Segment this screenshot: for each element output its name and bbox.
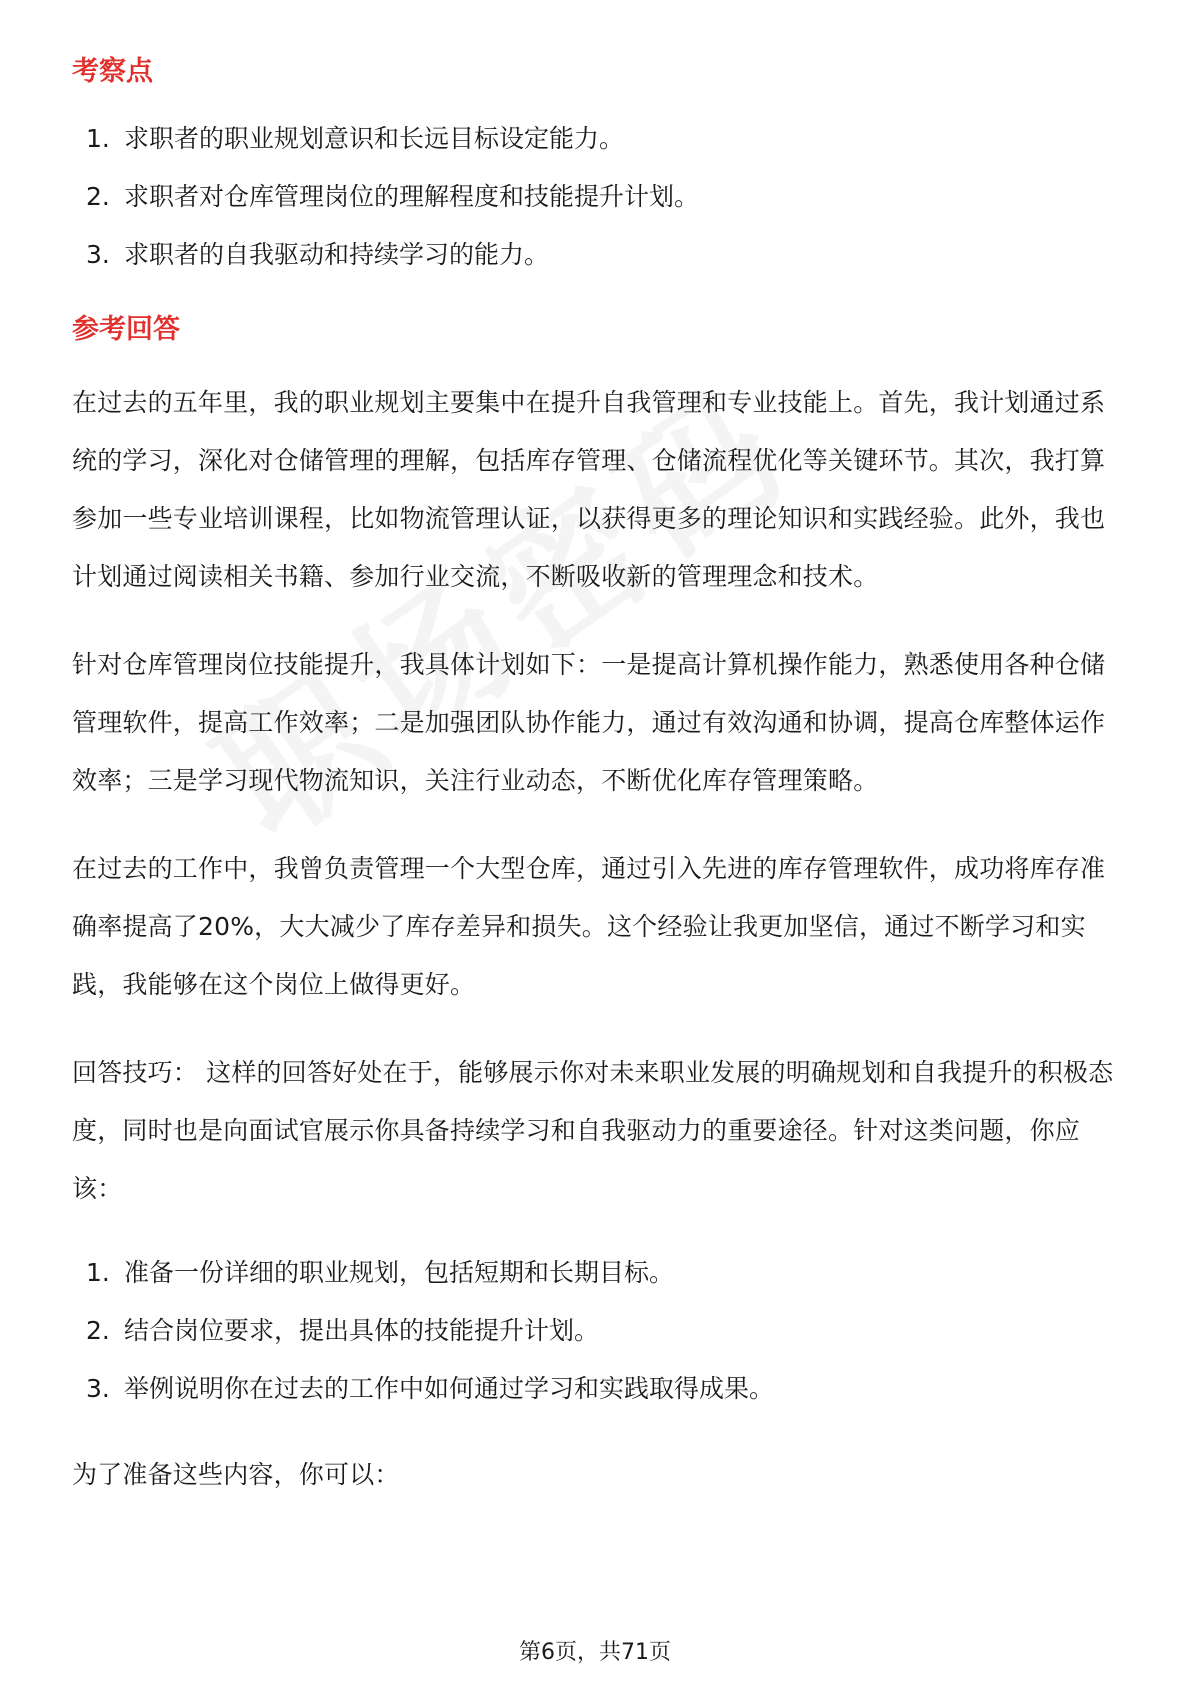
list-item-text: 准备一份详细的职业规划，包括短期和长期目标。 (124, 1258, 675, 1287)
answer-tips-paragraph: 回答技巧： 这样的回答好处在于，能够展示你对未来职业发展的明确规划和自我提升的积极态度，同时也是向面试官展示你具备持续学习和自我驱动力的重要途径。针对这类问题，你应该： (72, 1058, 1114, 1203)
document-page (72, 48, 1122, 1504)
page-number-footer: 第6页，共71页 (519, 1640, 671, 1665)
closing-paragraph: 为了准备这些内容，你可以： (72, 1460, 400, 1489)
list-item-number: 1. (86, 1258, 110, 1287)
list-item-number: 3. (86, 240, 110, 269)
section-title-kaocha: 考察点 (72, 56, 153, 87)
list-item-text: 求职者的自我驱动和持续学习的能力。 (124, 240, 550, 269)
answer-paragraph: 针对仓库管理岗位技能提升，我具体计划如下：一是提高计算机操作能力，熟悉使用各种仓储管理软件，提高工作效率；二是加强团队协作能力，通过有效沟通和协调，提高仓库整体运作效率；三是学习现代物流知识，关注行业动态，不断优化库存管理策略。 (72, 650, 1106, 795)
list-item-text: 求职者的职业规划意识和长远目标设定能力。 (124, 124, 625, 153)
answer-paragraph: 在过去的五年里，我的职业规划主要集中在提升自我管理和专业技能上。首先，我计划通过系统的学习，深化对仓储管理的理解，包括库存管理、仓储流程优化等关键环节。其次，我打算参加一些专业培训课程，比如物流管理认证，以获得更多的理论知识和实践经验。此外，我也计划通过阅读相关书籍、参加行业交流，不断吸收新的管理理念和技术。 (72, 388, 1106, 591)
list-item-number: 2. (86, 182, 110, 211)
list-item (72, 1360, 1122, 1418)
section-title-cankao: 参考回答 (72, 314, 180, 345)
list-item (72, 226, 1122, 284)
list-item-number: 1. (86, 124, 110, 153)
list-item-text: 举例说明你在过去的工作中如何通过学习和实践取得成果。 (124, 1374, 775, 1403)
answer-paragraph: 在过去的工作中，我曾负责管理一个大型仓库，通过引入先进的库存管理软件，成功将库存准确率提高了20%，大大减少了库存差异和损失。这个经验让我更加坚信，通过不断学习和实践，我能够在这个岗位上做得更好。 (72, 854, 1106, 999)
list-item-text: 求职者对仓库管理岗位的理解程度和技能提升计划。 (124, 182, 700, 211)
list-item (72, 110, 1122, 168)
kaocha-list (72, 110, 1122, 284)
tips-list (72, 1244, 1122, 1418)
list-item (72, 168, 1122, 226)
list-item (72, 1244, 1122, 1302)
list-item-text: 结合岗位要求，提出具体的技能提升计划。 (124, 1316, 600, 1345)
list-item-number: 3. (86, 1374, 110, 1403)
list-item (72, 1302, 1122, 1360)
list-item-number: 2. (86, 1316, 110, 1345)
